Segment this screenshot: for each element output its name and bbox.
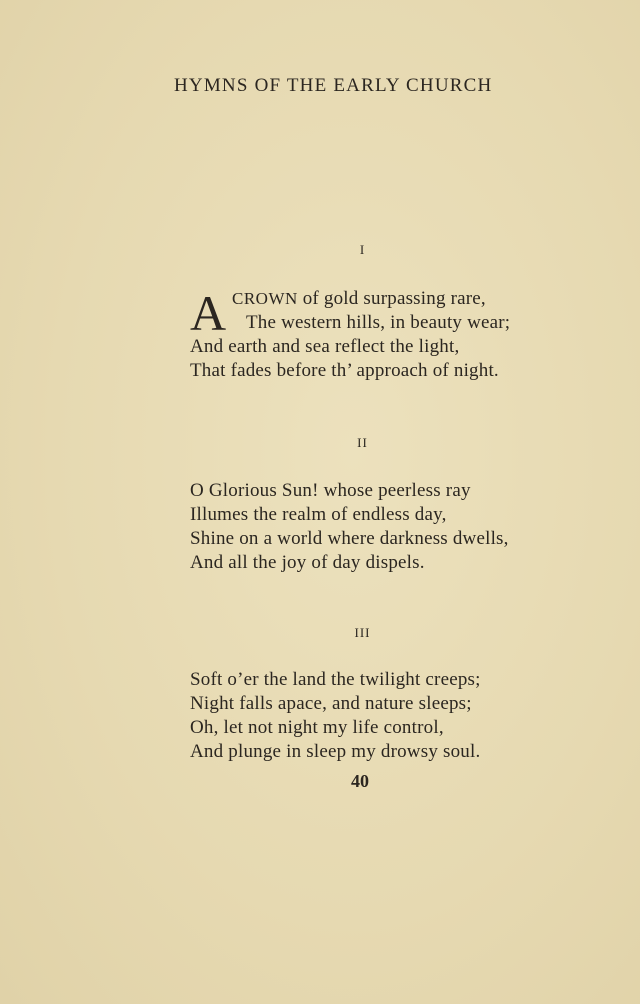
drop-cap: A bbox=[190, 285, 227, 341]
stanza-2-line-3: Shine on a world where darkness dwells, bbox=[190, 528, 509, 549]
running-head: HYMNS OF THE EARLY CHURCH bbox=[174, 75, 493, 96]
stanza-1 bbox=[190, 287, 570, 383]
stanza-1-line-4: That fades before th’ approach of night. bbox=[190, 360, 499, 381]
stanza-1-line-2: The western hills, in beauty wear; bbox=[246, 312, 511, 333]
stanza-3-line-1: Soft o’er the land the twilight creeps; bbox=[190, 669, 481, 690]
stanza-1-line-3: And earth and sea reflect the light, bbox=[190, 336, 460, 357]
stanza-number-3: III bbox=[354, 625, 371, 640]
page-number: 40 bbox=[351, 771, 369, 791]
stanza-3 bbox=[190, 668, 570, 764]
stanza-1-opening bbox=[190, 285, 570, 341]
stanza-2-line-4: And all the joy of day dispels. bbox=[190, 552, 425, 573]
stanza-3-line-4: And plunge in sleep my drowsy soul. bbox=[190, 741, 481, 762]
first-word-smallcaps: CROWN bbox=[232, 289, 298, 308]
stanza-2-line-1: O Glorious Sun! whose peerless ray bbox=[190, 480, 471, 501]
stanza-number-2: II bbox=[357, 435, 368, 450]
stanza-3-line-2: Night falls apace, and nature sleeps; bbox=[190, 693, 472, 714]
stanza-2-line-2: Illumes the realm of endless day, bbox=[190, 504, 447, 525]
stanza-3-line-3: Oh, let not night my life control, bbox=[190, 717, 444, 738]
stanza-1-line-1 bbox=[190, 287, 570, 311]
stanza-number-1: I bbox=[359, 242, 366, 257]
stanza-2 bbox=[190, 479, 570, 575]
first-line-rest: of gold surpassing rare, bbox=[297, 288, 486, 309]
